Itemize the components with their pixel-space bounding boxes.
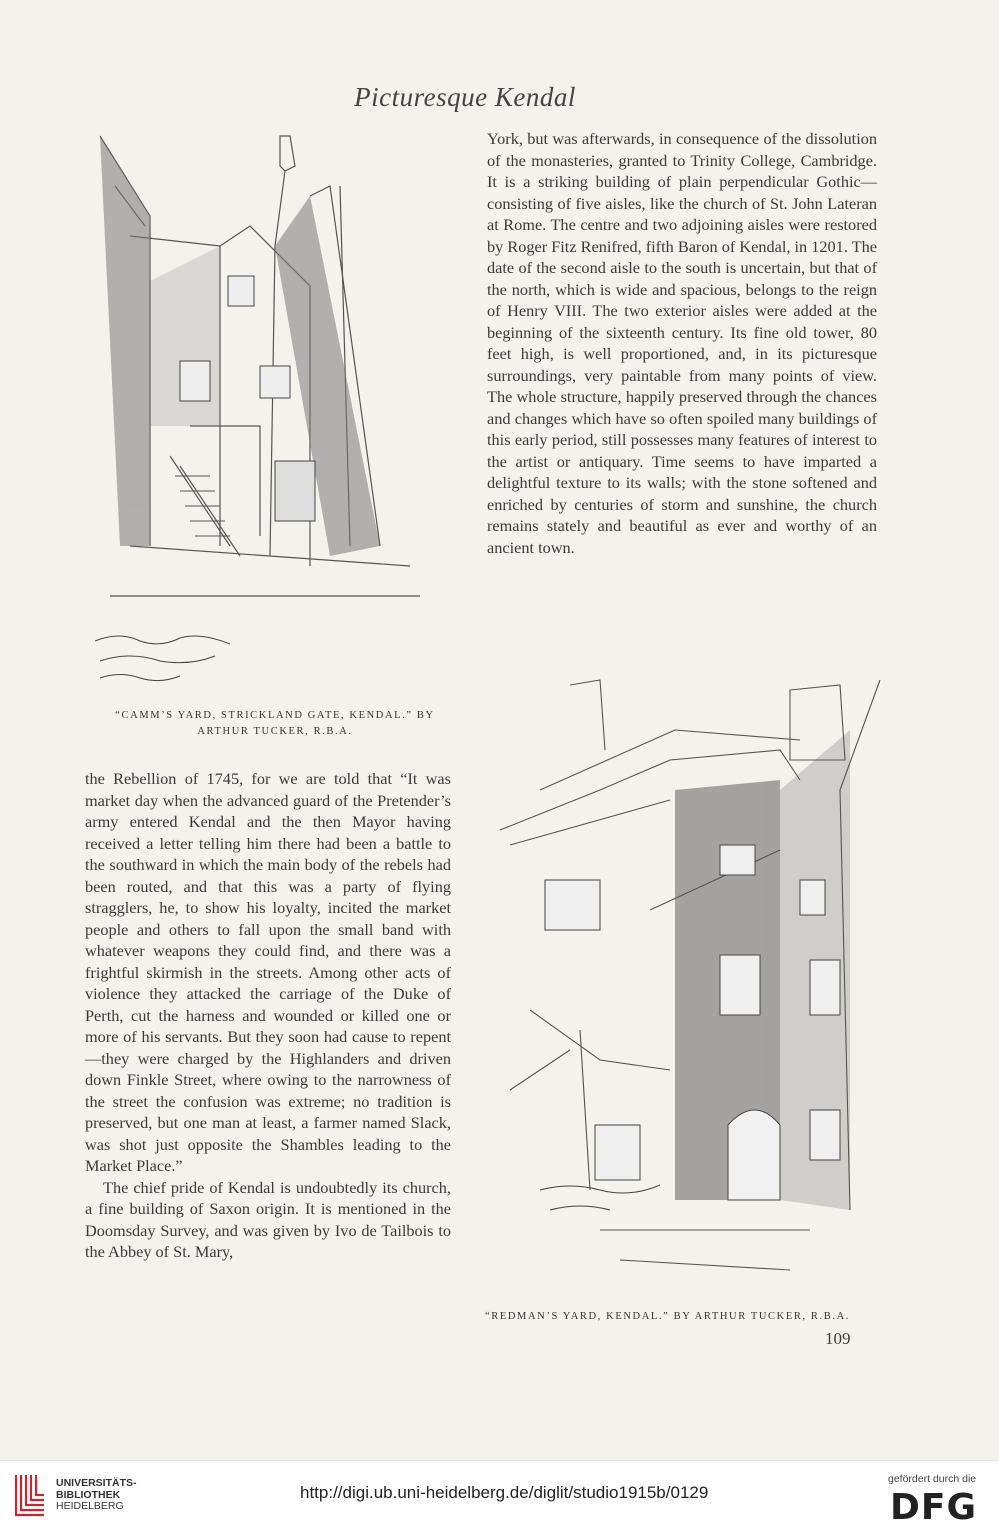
running-title: Picturesque Kendal <box>354 82 576 112</box>
right-column-text <box>487 128 877 558</box>
caption-camms-yard-line-2: ARTHUR TUCKER, R.B.A. <box>197 726 353 737</box>
right-column-paragraph: York, but was afterwards, in consequence of the dissolution of the monasteries, granted to Trinity College, Cambridge. It is a striking building of plain perpendicular Gothic—consisting of five aisles, like the church of St. John Lateran at Rome. The centre and two adjoining aisles were restored by Roger Fitz Renifred, fifth Baron of Kendal, in 1201. The date of the second aisle to the south is uncertain, but that of the north, which is wide and spacious, belongs to the reign of Henry VIII. The two exterior aisles were added at the beginning of the sixteenth century. Its fine old tower, 80 feet high, is well proportioned, and, in its picturesque surroundings, very paintable from many points of view. The whole structure, happily preserved through the chances and changes which have so often spoiled many buildings of this early period, still possesses many features of interest to the artist or antiquary. Time seems to have imparted a delightful texture to its walls; with the stone softened and enriched by centuries of storm and sunshine, the church remains stately and beautiful as ever and worthy of an ancient town. <box>487 129 877 557</box>
funder-label: gefördert durch die <box>888 1473 977 1485</box>
caption-camms-yard <box>90 708 460 740</box>
left-column-paragraph-2: The chief pride of Kendal is undoubtedly its church, a fine building of Saxon origin. It is mentioned in the Doomsday Survey, and was given by Ivo de Tailbois to the Abbey of St. Mary, <box>85 1177 451 1261</box>
camms-yard-illustration <box>80 126 450 701</box>
caption-redmans-yard: “REDMAN’S YARD, KENDAL.” BY ARTHUR TUCKER, R.B.A. <box>485 1311 850 1322</box>
library-name-line-3: HEIDELBERG <box>56 1500 124 1512</box>
library-name-line-1: UNIVERSITÄTS- <box>56 1477 137 1489</box>
permalink-url[interactable]: http://digi.ub.uni-heidelberg.de/diglit/studio1915b/0129 <box>300 1483 709 1502</box>
library-name <box>56 1478 137 1513</box>
redmans-yard-illustration <box>480 670 900 1300</box>
dfg-logo: DFG <box>890 1487 978 1528</box>
caption-camms-yard-line-1: “CAMM’S YARD, STRICKLAND GATE, KENDAL.” BY <box>115 710 435 721</box>
library-logo-icon <box>12 1471 48 1519</box>
library-name-line-2: BIBLIOTHEK <box>56 1488 121 1501</box>
footer-bar <box>0 1460 999 1534</box>
page-number: 109 <box>825 1329 851 1348</box>
left-column-text <box>85 768 451 1263</box>
left-column-paragraph-1: the Rebellion of 1745, for we are told that “It was market day when the advanced guard of the Pretender’s army entered Kendal and the then Mayor having received a letter telling him there had been a battle to the southward in which the main body of the rebels had been routed, and that this was a party of flying stragglers, he, to show his loyalty, incited the market people and others to fall upon the small band with whatever weapons they could find, and there was a frightful skirmish in the streets. Among other acts of violence they attacked the carriage of the Duke of Perth, cut the harness and wounded or killed one or more of his servants. But they soon had cause to repent—they were charged by the Highlanders and driven down Finkle Street, where owing to the narrowness of the street the confusion was extreme; no tradition is preserved, but one man at least, a farmer named Slack, was shot just opposite the Shambles leading to the Market Place.” <box>85 769 451 1175</box>
